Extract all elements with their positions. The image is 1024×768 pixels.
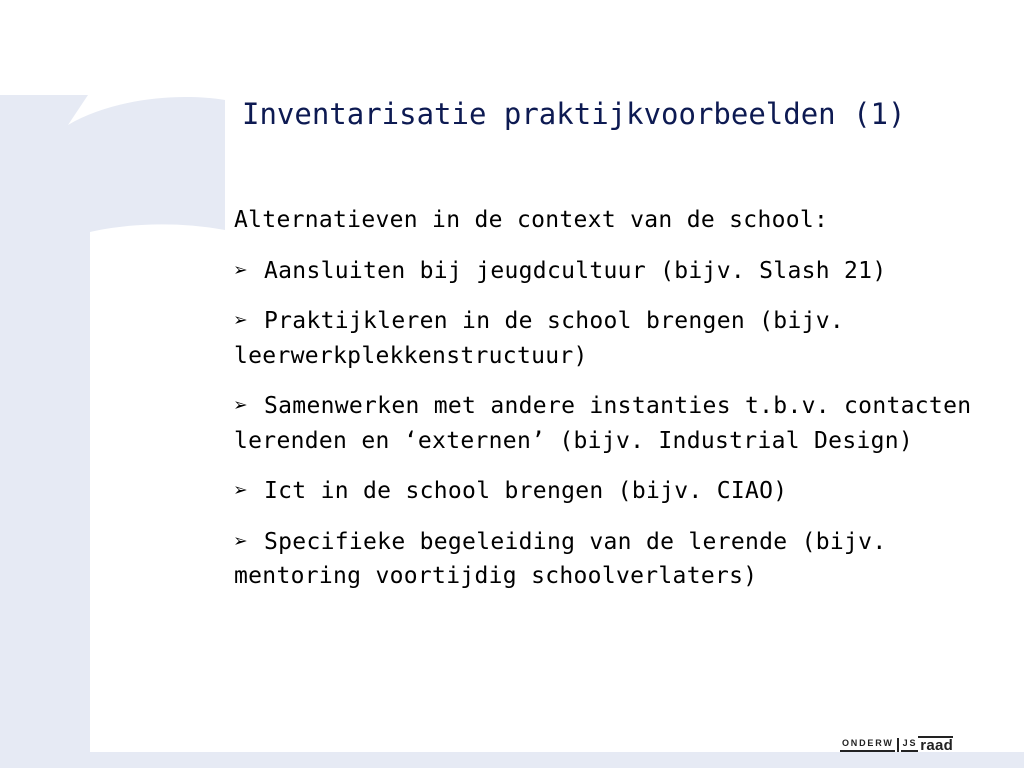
bullet-text: Praktijkleren in de school brengen (bijv. leerwerkplekkenstructuur) [234, 308, 845, 369]
bullet-text: Ict in de school brengen (bijv. CIAO) [264, 478, 788, 504]
bullet-item [234, 389, 1014, 458]
arrowhead-bullet-icon: ➢ [234, 528, 249, 555]
intro-text: Alternatieven in de context van de school: [234, 207, 829, 233]
arrowhead-bullet-icon: ➢ [234, 478, 249, 504]
bullet-text: Specifieke begeleiding van de lerende (bijv. mentoring voortijdig schoolverlaters) [234, 528, 887, 589]
logo-text-raad: raad [920, 737, 954, 754]
logo-separator [897, 738, 899, 752]
bullet-item [234, 254, 1014, 289]
arrowhead-bullet-icon: ➢ [234, 257, 249, 284]
bullet-item [234, 304, 1014, 373]
logo-text-js: JS [901, 738, 919, 752]
arrowhead-bullet-icon: ➢ [234, 308, 249, 334]
bullet-text: Samenwerken met andere instanties t.b.v. contacten lerenden en ‘externen’ (bijv. Industrial Design) [234, 393, 972, 454]
bullet-item [234, 525, 1014, 594]
slide-title: Inventarisatie praktijkvoorbeelden (1) [242, 97, 906, 131]
logo-text-onderw: ONDERW [840, 738, 895, 752]
onderwijsraad-logo [840, 736, 953, 753]
bullet-item [234, 474, 1014, 509]
bullet-text: Aansluiten bij jeugdcultuur (bijv. Slash 21) [264, 257, 887, 284]
arrowhead-bullet-icon: ➢ [234, 393, 249, 419]
slide-body [234, 203, 1014, 610]
